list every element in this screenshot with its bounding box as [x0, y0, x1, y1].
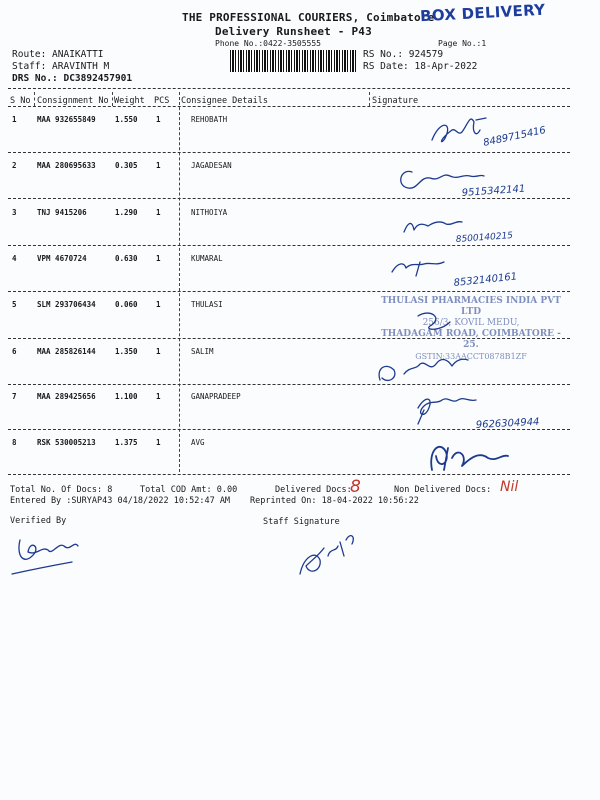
row-consignment: RSK 530005213: [37, 438, 96, 447]
row-consignee: REHOBATH: [191, 115, 228, 124]
stamp-line: 256/3, KOVIL MEDU,: [422, 318, 520, 328]
phone-number: Phone No.:0422-3505555: [215, 39, 321, 48]
row-weight: 1.550: [115, 115, 138, 124]
staff-signature: [300, 536, 353, 574]
verified-by-signature: [12, 540, 78, 574]
company-name: THE PROFESSIONAL COURIERS, Coimbatore: [182, 11, 435, 24]
row-pcs: 1: [156, 347, 161, 356]
box-delivery-stamp: BOX DELIVERY: [419, 0, 546, 26]
rs-date: RS Date: 18-Apr-2022: [363, 61, 478, 72]
row-weight: 0.630: [115, 254, 138, 263]
signature-row-8: [431, 447, 508, 470]
total-docs: Total No. Of Docs: 8: [10, 485, 113, 495]
stamp-line: THULASI PHARMACIES INDIA PVT LTD: [381, 296, 561, 317]
row-consignment: MAA 932655849: [37, 115, 96, 124]
drs-number: DRS No.: DC3892457901: [12, 73, 133, 84]
signature-row-7: [418, 399, 476, 424]
signature-row-2: [401, 171, 484, 188]
row-consignment: MAA 289425656: [37, 392, 96, 401]
row-sno: 2: [12, 161, 17, 170]
row-weight: 0.305: [115, 161, 138, 170]
row-sno: 8: [12, 438, 17, 447]
row-weight: 1.375: [115, 438, 138, 447]
row-weight: 0.060: [115, 300, 138, 309]
delivered-count-handwritten: 8: [350, 477, 361, 497]
delivered-docs: Delivered Docs:: [275, 485, 352, 495]
signature-row-1: [432, 118, 486, 142]
signature-row-3: [404, 222, 462, 232]
row-sno: 7: [12, 392, 17, 401]
row-pcs: 1: [156, 392, 161, 401]
row-phone-note: 8500140215: [455, 231, 514, 245]
row-consignee: AVG: [191, 438, 205, 447]
staff-signature-label: Staff Signature: [263, 517, 340, 527]
signature-row-5: [418, 313, 450, 329]
row-consignee: GANAPRADEEP: [191, 392, 241, 401]
row-consignment: TNJ 9415206: [37, 208, 87, 217]
row-consignee: SALIM: [191, 347, 214, 356]
row-pcs: 1: [156, 208, 161, 217]
non-delivered-count-handwritten: Nil: [500, 479, 519, 495]
row-consignment: MAA 285826144: [37, 347, 96, 356]
row-consignment: MAA 280695633: [37, 161, 96, 170]
row-consignment: SLM 293706434: [37, 300, 96, 309]
row-phone-note: 9515342141: [461, 183, 526, 199]
col-signature: Signature: [372, 96, 419, 106]
signature-row-6: [379, 359, 468, 380]
signature-row-4: [392, 262, 444, 276]
verified-by-label: Verified By: [10, 516, 67, 526]
route: Route: ANAIKATTI: [12, 49, 104, 60]
row-sno: 5: [12, 300, 17, 309]
rs-number: RS No.: 924579: [363, 49, 444, 60]
total-cod: Total COD Amt: 0.00: [140, 485, 238, 495]
row-consignee: KUMARAL: [191, 254, 223, 263]
row-weight: 1.290: [115, 208, 138, 217]
reprinted-on: Reprinted On: 18-04-2022 10:56:22: [250, 496, 419, 506]
stamp-line: GSTIN:33AACCT0878B1ZF: [415, 352, 527, 361]
row-consignee: NITHOIYA: [191, 208, 228, 217]
row-pcs: 1: [156, 300, 161, 309]
row-consignee: THULASI: [191, 300, 223, 309]
entered-by: Entered By :SURYAP43 04/18/2022 10:52:47 AM: [10, 496, 231, 506]
col-consignee: Consignee Details: [181, 96, 268, 106]
row-phone-note: 8489715416: [482, 124, 547, 149]
col-consignment: Consignment No: [37, 96, 109, 106]
row-pcs: 1: [156, 254, 161, 263]
row-sno: 3: [12, 208, 17, 217]
non-delivered-docs: Non Delivered Docs:: [394, 485, 492, 495]
col-pcs: PCS: [154, 96, 170, 106]
row-consignment: VPM 4670724: [37, 254, 87, 263]
row-pcs: 1: [156, 161, 161, 170]
row-weight: 1.100: [115, 392, 138, 401]
col-sno: S No: [10, 96, 31, 106]
sheet-title: Delivery Runsheet - P43: [215, 25, 372, 38]
row-weight: 1.350: [115, 347, 138, 356]
row-sno: 6: [12, 347, 17, 356]
row-sno: 4: [12, 254, 17, 263]
row-pcs: 1: [156, 115, 161, 124]
page-number: Page No.:1: [438, 39, 487, 48]
row-phone-note: 9626304944: [475, 416, 540, 431]
row-sno: 1: [12, 115, 17, 124]
staff: Staff: ARAVINTH M: [12, 61, 110, 72]
col-weight: Weight: [114, 96, 145, 106]
row-phone-note: 8532140161: [453, 271, 518, 289]
row-consignee: JAGADESAN: [191, 161, 232, 170]
row-pcs: 1: [156, 438, 161, 447]
stamp-line: THADAGAM ROAD, COIMBATORE - 25.: [381, 329, 561, 350]
